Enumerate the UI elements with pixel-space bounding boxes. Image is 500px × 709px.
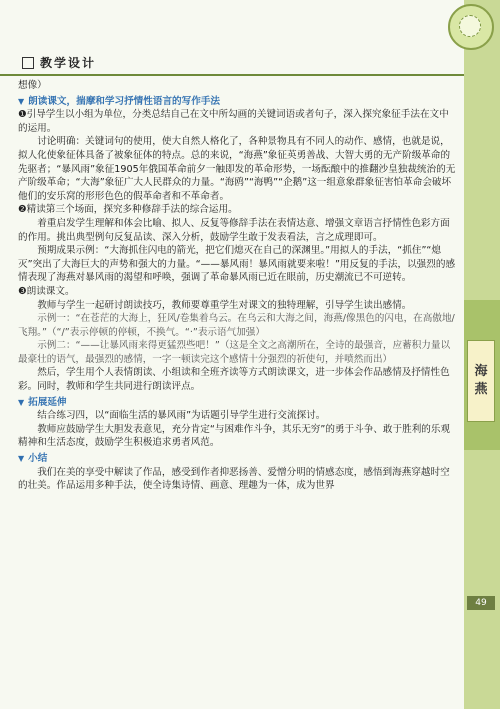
paragraph: ❷精读第三个场面，探究多种修辞手法的综合运用。: [18, 204, 238, 216]
paragraph: 我们在美的享受中解读了作品，感受到作者抑恶扬善、爱憎分明的情感态度，感悟到海燕穿越时空的壮美。作品运用多种手法，使全诗集诗情、画意、理趣为一体，成为世界: [18, 466, 450, 492]
checkbox-icon: [22, 57, 34, 69]
paragraph: 预期成果示例：“大海抓住闪电的箭光，把它们熄灭在自己的深渊里。”用拟人的手法，“抓住”“熄灭”突出了大海巨大的声势和强大的力量。“——暴风雨！暴风雨就要来啦！”用反复的手法，以强烈的感情表现了海燕对暴风雨的渴望和呼唤，强调了革命暴风雨已近在眼前，历史潮流已不可逆转。: [18, 245, 456, 284]
bullet-triangle-icon: ▼: [18, 96, 25, 106]
paragraph: 讨论明确：关键词句的使用，使大自然人格化了，各种景物具有不同人的动作、感情，也就是说，拟人化使象征体具备了被象征体的特点。总的来说，“海燕”象征英勇善战、大智大勇的无产阶级革命的先驱者；“暴风雨”象征1905年俄国革命前夕一触即发的革命形势，一场酝酿中的推翻沙皇独裁统治的无产阶级革命；“大海”象征广大人民群众的力量。“海鸥”“海鸭”“企鹅”这一组意象群象征害怕革命会破坏他们的安乐窝的形形色色的假革命者和不革命者。: [18, 136, 456, 202]
page-number: 49: [467, 596, 495, 610]
section-title: 教学设计: [40, 56, 97, 70]
paragraph: 教师与学生一起研讨朗读技巧，教师要尊重学生对课文的独特理解，引导学生读出感情。: [37, 299, 412, 311]
paragraph: 想像）: [18, 80, 47, 91]
emblem-icon: [448, 4, 494, 50]
section-header: [0, 54, 464, 76]
bullet-triangle-icon: ▼: [18, 397, 25, 407]
body-text: [18, 79, 456, 493]
paragraph: 然后，学生用个人表情朗读、小组读和全班齐读等方式朗读课文，进一步体会作品感情及抒情性色彩。同时，教师和学生共同进行朗读评点。: [18, 367, 450, 393]
section-heading: [18, 95, 456, 109]
paragraph: 教师应鼓励学生大胆发表意见，充分肯定“与困难作斗争，其乐无穷”的勇于斗争、敢于胜利的乐观精神和生活态度，鼓励学生积极追求勇者风范。: [18, 423, 451, 449]
paragraph: 结合练习四，以“面临生活的暴风雨”为话题引导学生进行交流探讨。: [37, 410, 326, 422]
chapter-tab: [467, 340, 495, 422]
chapter-char-1: 海: [474, 364, 488, 379]
paragraph: ❶引导学生以小组为单位，分类总结自己在文中所勾画的关键词语或者句子，深入探究象征手法在文中的运用。: [18, 109, 449, 134]
section-heading: [18, 452, 456, 466]
bullet-triangle-icon: ▼: [18, 454, 25, 464]
section-heading: [18, 396, 456, 410]
heading-text: 小结: [28, 453, 48, 465]
heading-text: 朗读课文，揣摩和学习抒情性语言的写作手法: [28, 95, 221, 107]
paragraph: 示例一：“在苍茫的大海上，狂风/卷集着乌云。在乌云和大海之间，海燕/像黑色的闪电，在高傲地/飞翔。”（“/”表示停顿的停顿，不换气。“·”表示语气加强）: [18, 313, 455, 338]
heading-text: 拓展延伸: [28, 396, 67, 408]
paragraph: 着重启发学生理解和体会比喻、拟人、反复等修辞手法在表情达意、增强文章语言抒情性色彩方面的作用。挑出典型例句反复品读、深入分析，鼓励学生敢于发表看法，言之成理即可。: [18, 217, 450, 243]
paragraph: ❸朗读课文。: [18, 285, 75, 297]
chapter-char-2: 燕: [474, 382, 488, 397]
paragraph: 示例二：“——让暴风雨来得更猛烈些吧！”（这是全文之高潮所在，全诗的最强音，应蓄积力量以最豪壮的语气，最强烈的感情，一字一顿读完这个感情十分强烈的祈使句，并喷然而出）: [18, 340, 451, 365]
